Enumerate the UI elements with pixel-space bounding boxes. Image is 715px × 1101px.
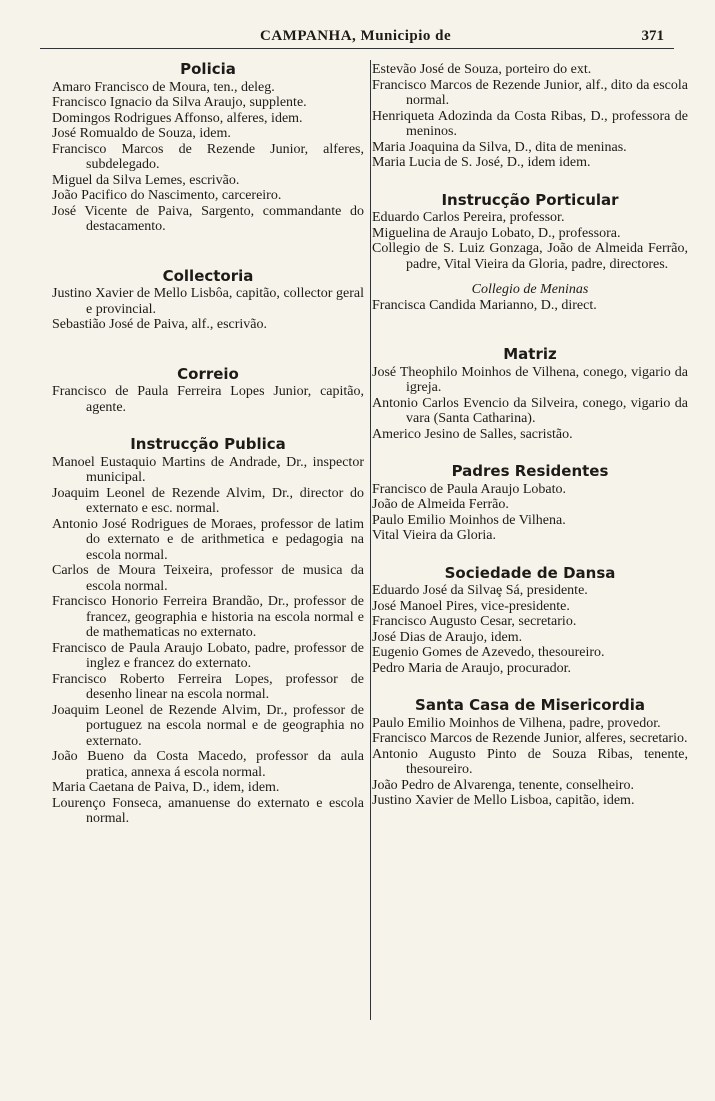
- list-item: Amaro Francisco de Moura, ten., deleg.: [52, 79, 275, 95]
- section-heading-instruccao-particular: Instrucção Porticular: [441, 190, 619, 209]
- list-item: Sebastião José de Paiva, alf., escrivão.: [52, 317, 267, 332]
- page-number: 371: [641, 28, 664, 44]
- list-item: Vital Vieira da Gloria.: [372, 528, 497, 543]
- section-matriz: [372, 365, 688, 443]
- list-item: João de Almeida Ferrão.: [372, 497, 509, 512]
- list-item: Justino Xavier de Mello Lisboa, capitão, idem.: [372, 793, 635, 808]
- list-item: Joaquim Leonel de Rezende Alvim, Dr., director do externato e esc. normal.: [52, 485, 364, 516]
- list-item: Antonio Carlos Evencio da Silveira, conego, vigario da vara (Santa Catharina).: [372, 395, 688, 426]
- list-item: Francisco de Paula Araujo Lobato, padre, professor de inglez e francez do externato.: [52, 640, 364, 671]
- list-item: João Pedro de Alvarenga, tenente, conselheiro.: [372, 777, 635, 793]
- right-column: [372, 62, 688, 809]
- list-item: Francisco Marcos de Rezende Junior, alf., dito da escola normal.: [372, 77, 688, 108]
- list-item: Paulo Emilio Moinhos de Vilhena, padre, provedor.: [372, 715, 661, 731]
- section-instruccao-particular: [372, 210, 688, 313]
- list-item: Henriqueta Adozinda da Costa Ribas, D., professora de meninos.: [372, 108, 688, 139]
- section-sociedade-dansa: [372, 583, 688, 676]
- section-heading-matriz: Matriz: [503, 345, 557, 363]
- section-heading-collectoria: Collectoria: [162, 266, 254, 285]
- list-item: Francisco Roberto Ferreira Lopes, professor de desenho linear na escola normal.: [52, 671, 364, 702]
- section-heading-correio: Correio: [177, 364, 239, 383]
- list-item: Eduardo José da Silvaȩ Sá, presidente.: [372, 583, 588, 598]
- list-item: Eugenio Gomes de Azevedo, thesoureiro.: [372, 645, 605, 660]
- list-item: Francisco de Paula Ferreira Lopes Junior, capitão, agente.: [52, 384, 364, 415]
- section-heading-sociedade-dansa: Sociedade de Dansa: [444, 563, 616, 582]
- list-item: Francisco Honorio Ferreira Brandão, Dr., professor de francez, geographia e historia na escola normal e de mathematicas no externato.: [52, 594, 364, 640]
- list-item: Francisco Ignacio da Silva Araujo, supplente.: [52, 95, 307, 110]
- list-item: Carlos de Moura Teixeira, professor de musica da escola normal.: [52, 563, 364, 594]
- list-item: João Bueno da Costa Macedo, professor da aula pratica, annexa á escola normal.: [52, 749, 364, 780]
- section-heading-santa-casa: Santa Casa de Misericordia: [415, 696, 645, 714]
- list-item: Francisco de Paula Araujo Lobato.: [372, 481, 567, 497]
- list-item: Domingos Rodrigues Affonso, alferes, idem.: [52, 110, 303, 126]
- list-item: Pedro Maria de Araujo, procurador.: [372, 660, 572, 676]
- section-santa-casa: [372, 716, 688, 809]
- section-continued: [372, 62, 688, 171]
- list-item: José Theophilo Moinhos de Vilhena, conego, vigario da igreja.: [372, 364, 688, 395]
- section-heading-padres-residentes: Padres Residentes: [451, 462, 609, 480]
- section-heading-policia: Policia: [180, 60, 236, 78]
- list-item: José Dias de Araujo, idem.: [372, 629, 523, 645]
- list-item: José Vicente de Paiva, Sargento, commandante do destacamento.: [52, 203, 364, 234]
- section-policia: [52, 80, 364, 235]
- list-item: José Romualdo de Souza, idem.: [52, 126, 231, 141]
- list-item: Manoel Eustaquio Martins de Andrade, Dr., inspector municipal.: [52, 454, 364, 485]
- list-item: Justino Xavier de Mello Lisbôa, capitão, collector geral e provincial.: [52, 286, 364, 317]
- list-item: Francisco Augusto Cesar, secretario.: [372, 614, 577, 629]
- list-item: Eduardo Carlos Pereira, professor.: [372, 210, 565, 225]
- list-item: Maria Lucia de S. José, D., idem idem.: [372, 155, 591, 170]
- subheading-collegio-meninas: Collegio de Meninas: [471, 282, 589, 297]
- list-item: Antonio Augusto Pinto de Souza Ribas, tenente, thesoureiro.: [372, 746, 688, 777]
- running-title: CAMPANHA, Municipio de: [260, 28, 452, 44]
- list-item: Miguelina de Araujo Lobato, D., professora.: [372, 225, 621, 241]
- list-item: Francisca Candida Marianno, D., direct.: [372, 297, 597, 313]
- list-item: Maria Joaquina da Silva, D., dita de meninas.: [372, 139, 627, 155]
- list-item: Estevão José de Souza, porteiro do ext.: [372, 62, 592, 77]
- list-item: Americo Jesino de Salles, sacristão.: [372, 426, 573, 442]
- list-item: Joaquim Leonel de Rezende Alvim, Dr., professor de portuguez na escola normal e de geographia no externato.: [52, 702, 364, 749]
- column-divider: [370, 60, 371, 1020]
- section-heading-instruccao-publica: Instrucção Publica: [130, 435, 286, 453]
- list-item: Francisco Marcos de Rezende Junior, alferes, secretario.: [372, 731, 688, 746]
- section-padres-residentes: [372, 482, 688, 544]
- list-item: Maria Caetana de Paiva, D., idem, idem.: [52, 780, 280, 795]
- header-rule: [40, 48, 674, 49]
- section-instruccao-publica: [52, 455, 364, 827]
- list-item: Lourenço Fonseca, amanuense do externato e escola normal.: [52, 795, 364, 826]
- left-column: [52, 62, 364, 827]
- list-item: Miguel da Silva Lemes, escrivão.: [52, 172, 240, 188]
- list-item: Antonio José Rodrigues de Moraes, professor de latim do externato e de arithmetica e pedagogia na escola normal.: [52, 516, 364, 563]
- list-item: Paulo Emilio Moinhos de Vilhena.: [372, 512, 566, 528]
- list-item: Francisco Marcos de Rezende Junior, alferes, subdelegado.: [52, 141, 364, 172]
- section-collectoria: [52, 286, 364, 333]
- list-item: Collegio de S. Luiz Gonzaga, João de Almeida Ferrão, padre, Vital Vieira da Gloria, padre, directores.: [372, 241, 688, 272]
- list-item: João Pacifico do Nascimento, carcereiro.: [52, 188, 282, 203]
- section-correio: [52, 384, 364, 415]
- list-item: José Manoel Pires, vice-presidente.: [372, 598, 570, 614]
